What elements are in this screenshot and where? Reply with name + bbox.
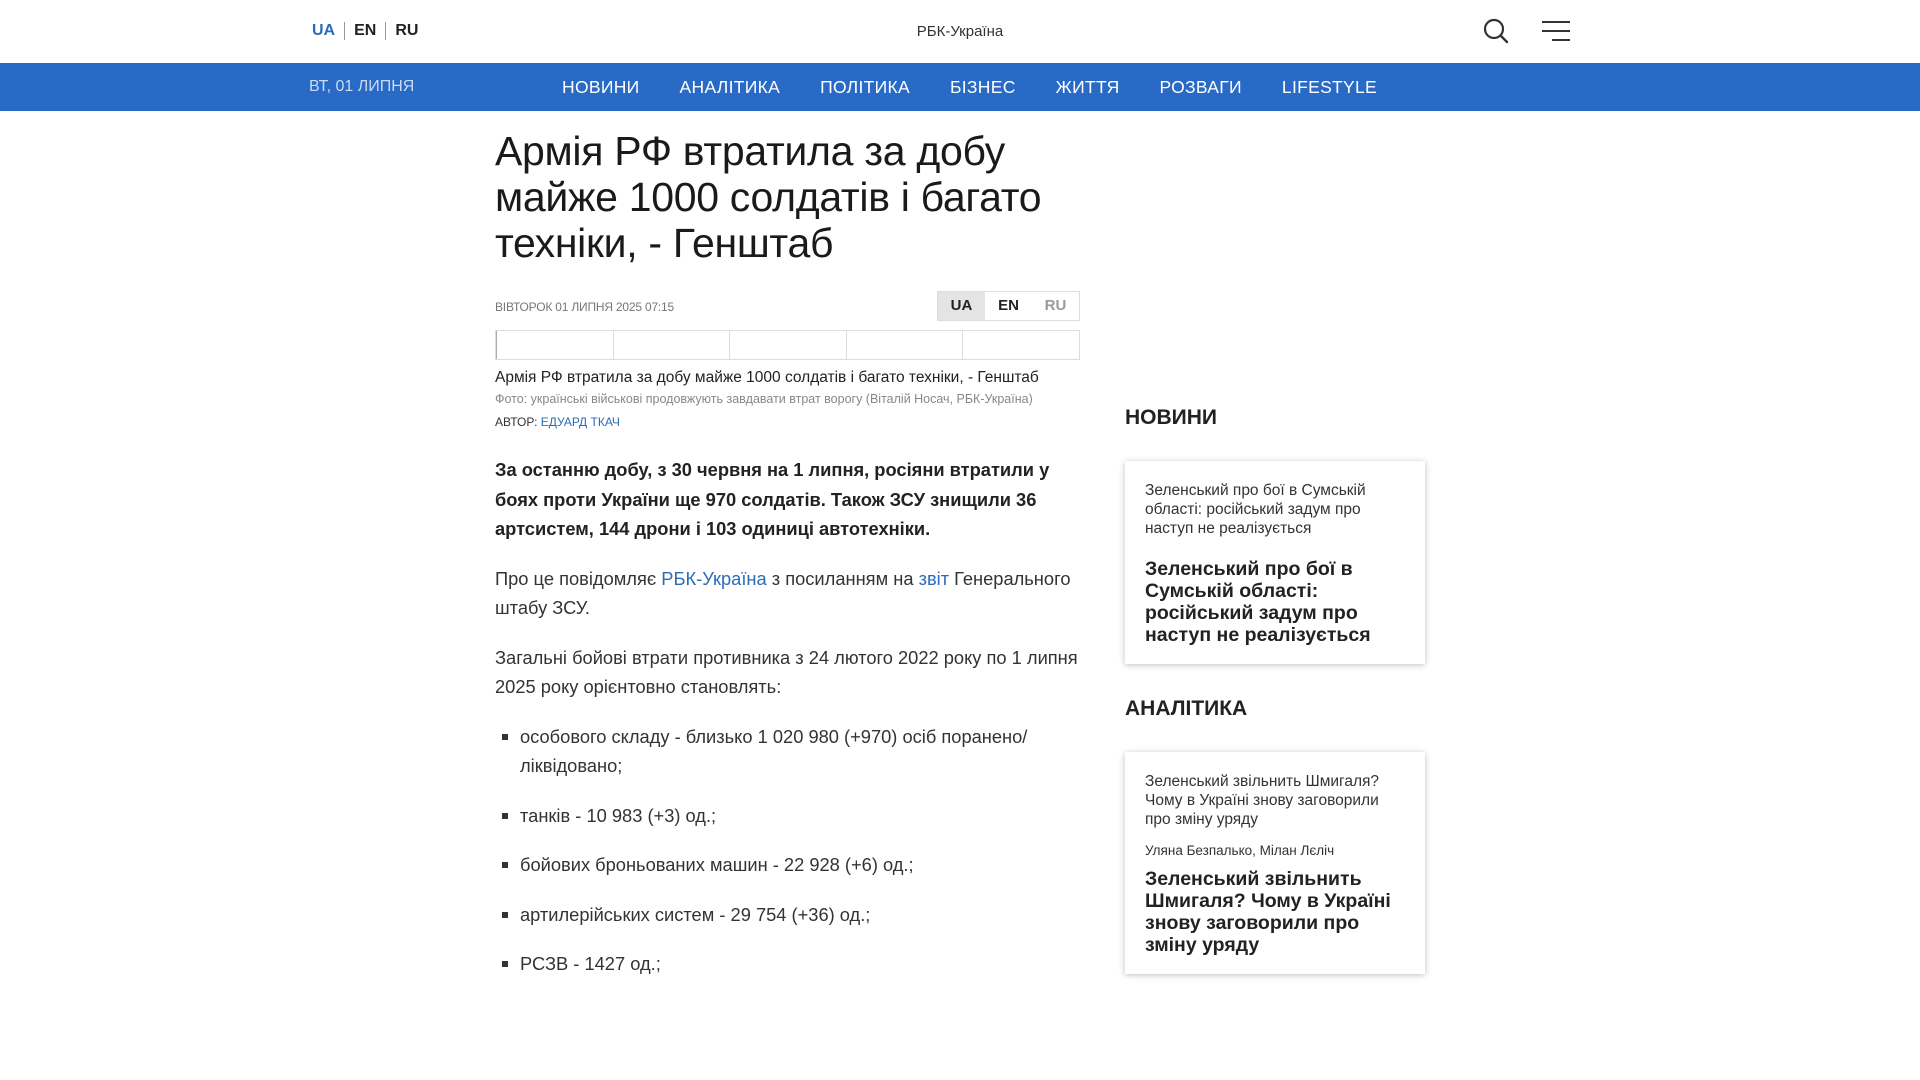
photo-caption: Фото: українські військові продовжують завдавати втрат ворогу (Віталій Носач, РБК-Україна) xyxy=(495,392,1033,406)
para-text: Про це повідомляє xyxy=(495,567,662,589)
share-buttons xyxy=(495,330,1080,360)
share-button[interactable] xyxy=(730,331,847,359)
analytics-card[interactable] xyxy=(1125,752,1425,974)
list-item: бойових броньованих машин - 22 928 (+6) од.; xyxy=(495,850,1080,880)
article xyxy=(495,128,1080,999)
lang-ru-link[interactable]: RU xyxy=(395,22,419,39)
search-icon xyxy=(1478,14,1514,50)
share-button[interactable] xyxy=(963,331,1079,359)
article-meta xyxy=(495,291,1080,321)
hamburger-menu-icon xyxy=(1538,14,1574,50)
share-button[interactable] xyxy=(614,331,731,359)
share-button[interactable] xyxy=(496,331,614,359)
para-text: Генерального штабу ЗСУ. xyxy=(495,567,1071,618)
sidebar-analytics-title[interactable]: АНАЛІТИКА xyxy=(1125,697,1248,720)
nav-date: ВТ, 01 ЛИПНЯ xyxy=(309,78,415,95)
news-card-title[interactable]: Зеленський про бої в Сумській області: російський задум про наступ не реалізується xyxy=(1145,558,1371,646)
hero-image: Армія РФ втратила за добу майже 1000 солдатів і багато техніки, - Генштаб xyxy=(495,369,1039,386)
menu-button[interactable] xyxy=(1538,14,1574,50)
share-button[interactable] xyxy=(847,331,964,359)
news-card[interactable] xyxy=(1125,461,1425,664)
author-label: АВТОР: xyxy=(495,415,538,429)
nav-item-politics[interactable]: ПОЛІТИКА xyxy=(820,77,910,97)
main-nav xyxy=(0,63,1920,111)
article-lang-ru[interactable]: RU xyxy=(1044,297,1067,314)
lang-en-link[interactable]: EN xyxy=(354,22,377,39)
article-paragraph xyxy=(495,564,1080,623)
sidebar xyxy=(1125,400,1425,974)
language-switcher-top xyxy=(310,21,427,41)
source-link[interactable]: РБК-Україна xyxy=(661,567,767,589)
nav-item-business[interactable]: БІЗНЕС xyxy=(949,77,1016,97)
article-paragraph: Загальні бойові втрати противника з 24 лютого 2022 року по 1 липня 2025 року орієнтовно становлять: xyxy=(495,646,1078,697)
nav-item-lifestyle[interactable]: LIFESTYLE xyxy=(1281,77,1378,97)
analytics-card-title[interactable]: Зеленський звільнить Шмигаля? Чому в Україні знову заговорили про зміну уряду xyxy=(1145,868,1391,956)
article-language-switcher xyxy=(937,291,1080,321)
news-card-image[interactable]: Зеленський про бої в Сумській області: російський задум про наступ не реалізується xyxy=(1145,482,1366,537)
article-lang-ua[interactable]: UA xyxy=(938,292,985,320)
analytics-card-image[interactable]: Зеленський звільнить Шмигаля? Чому в Україні знову заговорили про зміну уряду xyxy=(1145,773,1380,828)
nav-item-life[interactable]: ЖИТТЯ xyxy=(1055,77,1120,97)
search-button[interactable] xyxy=(1478,14,1514,50)
nav-item-entertainment[interactable]: РОЗВАГИ xyxy=(1159,77,1242,97)
article-lead: За останню добу, з 30 червня на 1 липня, росіяни втратили у боях проти України ще 970 солдатів. Також ЗСУ знищили 36 артсистем, 144 дрони і 103 одиниці автотехніки. xyxy=(495,459,1050,539)
report-link[interactable]: звіт xyxy=(918,567,950,589)
site-logo[interactable]: РБК-Україна xyxy=(916,23,1004,40)
para-text: з посиланням на xyxy=(766,567,919,589)
sidebar-news-title[interactable]: НОВИНИ xyxy=(1125,406,1218,429)
list-item: танків - 10 983 (+3) од.; xyxy=(495,801,1080,831)
article-date: ВІВТОРОК 01 ЛИПНЯ 2025 07:15 xyxy=(495,300,674,314)
author-link[interactable]: ЕДУАРД ТКАЧ xyxy=(540,415,620,429)
article-title: Армія РФ втратила за добу майже 1000 солдатів і багато техніки, - Генштаб xyxy=(495,128,1042,266)
article-lang-en[interactable]: EN xyxy=(998,297,1019,314)
article-author xyxy=(495,415,1080,429)
lang-ua-link[interactable]: UA xyxy=(312,22,336,39)
analytics-card-authors: Уляна Безпалько, Мілан Лєліч xyxy=(1145,843,1335,858)
nav-item-news[interactable]: НОВИНИ xyxy=(562,77,640,97)
list-item: артилерійських систем - 29 754 (+36) од.; xyxy=(495,900,1080,930)
nav-item-analytics[interactable]: АНАЛІТИКА xyxy=(679,77,781,97)
list-item: особового складу - близько 1 020 980 (+970) осіб поранено/ліквідовано; xyxy=(495,722,1080,781)
top-bar xyxy=(0,0,1920,63)
nav-items xyxy=(542,63,1397,111)
list-item: РСЗВ - 1427 од.; xyxy=(495,949,1080,979)
losses-list xyxy=(495,722,1080,979)
